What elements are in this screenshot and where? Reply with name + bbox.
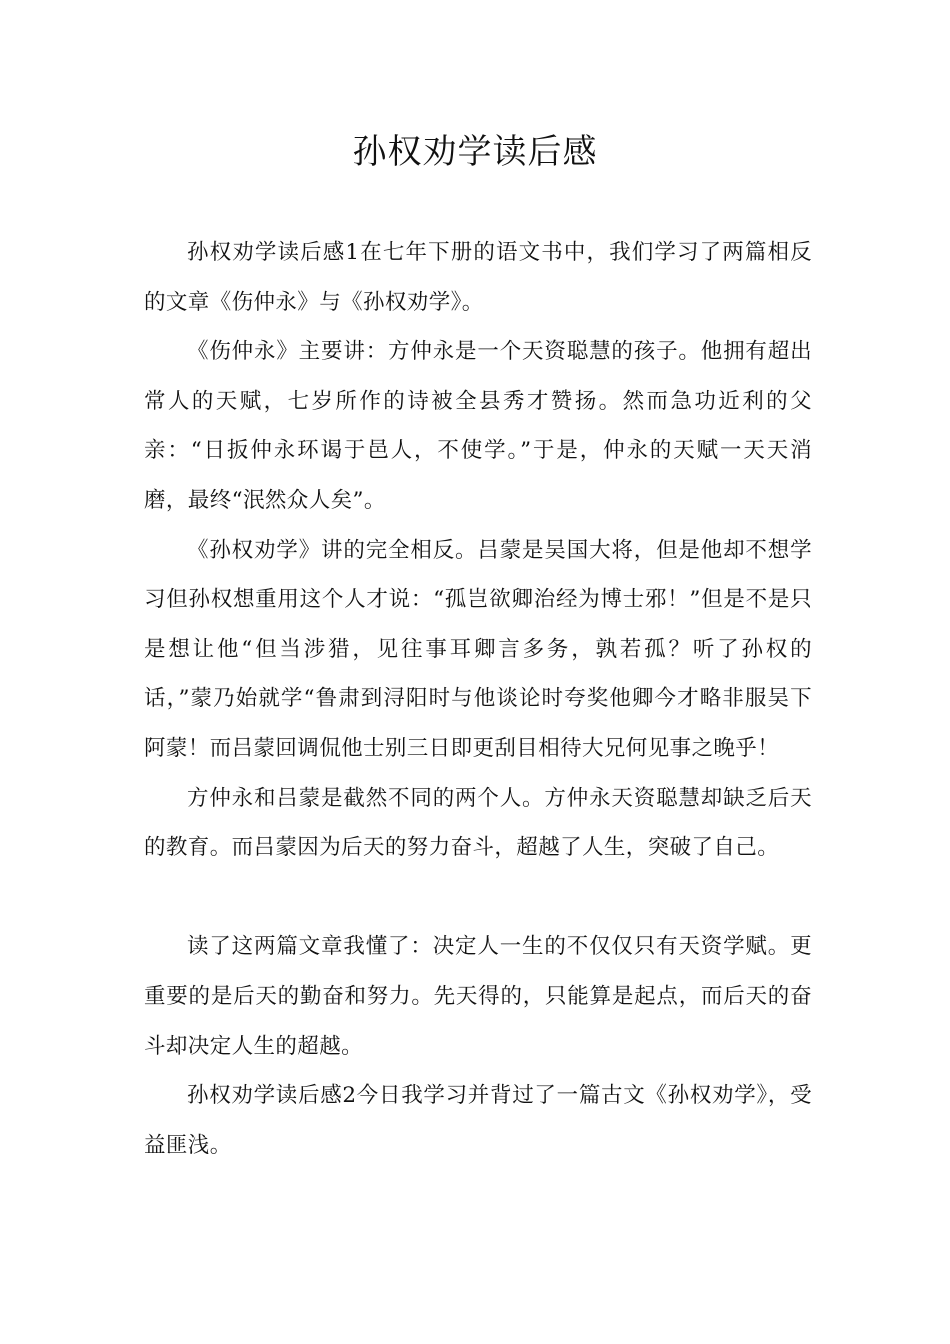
paragraph-1: 孙权劝学读后感1在七年下册的语文书中，我们学习了两篇相反的文章《伤仲永》与《孙权劝学》。	[144, 240, 812, 315]
paragraph-6: 孙权劝学读后感2今日我学习并背过了一篇古文《孙权劝学》，受益匪浅。	[144, 1083, 812, 1158]
paragraph-4: 方仲永和吕蒙是截然不同的两个人。方仲永天资聪慧却缺乏后天的教育。而吕蒙因为后天的努力奋斗，超越了人生，突破了自己。	[144, 785, 812, 861]
paragraph-3: 《孙权劝学》讲的完全相反。吕蒙是吴国大将，但是他却不想学习但孙权想重用这个人才说：“孤岂欲卿治经为博士邪！”但是不是只是想让他“但当涉猎，见往事耳卿言多务，孰若孤？听了孙权的话，”蒙乃始就学“鲁肃到浔阳时与他谈论时夸奖他卿今才略非服吴下阿蒙！而吕蒙回调侃他士别三日即更刮目相待大兄何见事之晚乎！	[144, 537, 812, 761]
paragraph-5: 读了这两篇文章我懂了：决定人一生的不仅仅只有天资学赋。更重要的是后天的勤奋和努力。先天得的，只能算是起点，而后天的奋斗却决定人生的超越。	[144, 934, 812, 1059]
document-title: 孙权劝学读后感	[352, 132, 598, 172]
document-body	[144, 228, 812, 1170]
paragraph-2: 《伤仲永》主要讲：方仲永是一个天资聪慧的孩子。他拥有超出常人的天赋，七岁所作的诗被全县秀才赞扬。然而急功近利的父亲：“日扳仲永环谒于邑人，不使学。”于是，仲永的天赋一天天消磨，最终“泯然众人矣”。	[144, 339, 812, 513]
paragraph-gap	[144, 873, 812, 923]
